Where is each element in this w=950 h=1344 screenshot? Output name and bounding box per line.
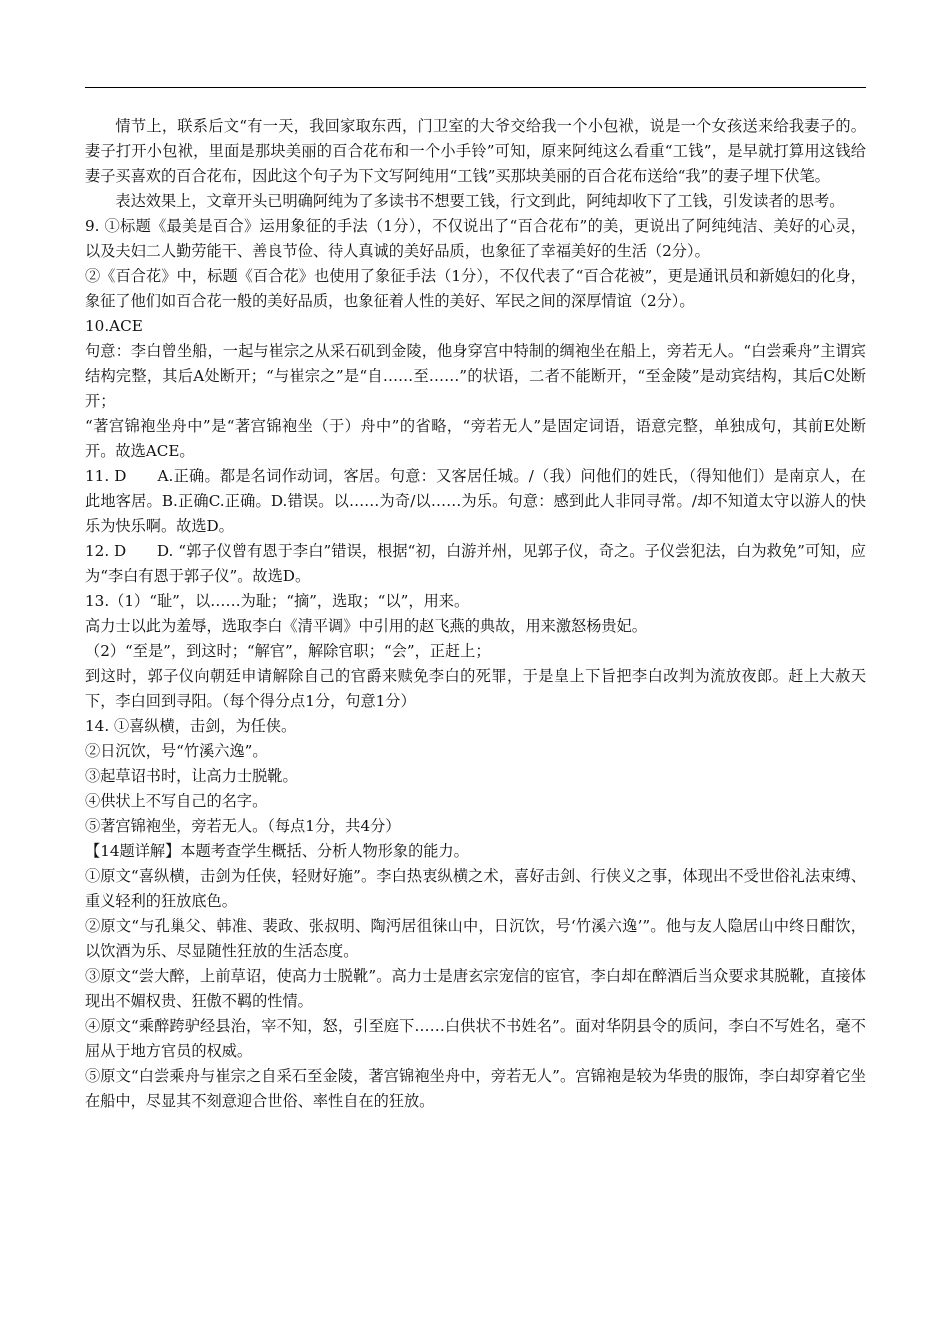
paragraph: ⑤原文“白尝乘舟与崔宗之自采石至金陵，著宫锦袍坐舟中，旁若无人”。宫锦袍是较为华贵的服饰，李白却穿着它坐在船中，尽显其不刻意迎合世俗、率性自在的狂放。 [85,1067,866,1110]
paragraph: 表达效果上，文章开头已明确阿纯为了多读书不想要工钱，行文到此，阿纯却收下了工钱，引发读者的思考。 [115,192,845,210]
paragraph: ④供状上不写自己的名字。 [85,792,268,810]
paragraph: 【14题详解】本题考查学生概括、分析人物形象的能力。 [85,842,469,860]
paragraph: ⑤著宫锦袍坐，旁若无人。（每点1分，共4分） [85,817,401,835]
paragraph: 到这时，郭子仪向朝廷申请解除自己的官爵来赎免李白的死罪，于是皇上下旨把李白改判为流放夜郎。赶上大赦天下，李白回到寻阳。（每个得分点1分，句意1分） [85,667,866,710]
paragraph: 高力士以此为羞辱，选取李白《清平调》中引用的赵飞燕的典故，用来激怒杨贵妃。 [85,617,647,635]
paragraph: 10.ACE [85,317,143,335]
answer-text [85,114,866,1114]
paragraph: ②原文“与孔巢父、韩准、裴政、张叔明、陶沔居徂徕山中，日沉饮，号‘竹溪六逸’”。他与友人隐居山中终日酣饮，以饮酒为乐、尽显随性狂放的生活态度。 [85,917,866,960]
paragraph: ①原文“喜纵横，击剑为任侠，轻财好施”。李白热衷纵横之术，喜好击剑、行侠义之事，体现出不受世俗礼法束缚、重义轻利的狂放底色。 [85,867,866,910]
header-rule [85,87,866,88]
paragraph: ③起草诏书时，让高力士脱靴。 [85,767,298,785]
paragraph: “著宫锦袍坐舟中”是“著宫锦袍坐（于）舟中”的省略，“旁若无人”是固定词语，语意完整，单独成句，其前E处断开。故选ACE。 [85,417,866,460]
paragraph: 句意：李白曾坐船，一起与崔宗之从采石矶到金陵，他身穿宫中特制的绸袍坐在船上，旁若无人。“白尝乘舟”主谓宾结构完整，其后A处断开；“与崔宗之”是“自……至……”的状语，二者不能断开，“至金陵”是动宾结构，其后C处断开； [85,342,866,410]
paragraph: 情节上，联系后文“有一天，我回家取东西，门卫室的大爷交给我一个小包袱，说是一个女孩送来给我妻子的。妻子打开小包袱，里面是那块美丽的百合花布和一个小手铃”可知，原来阿纯这么看重“工钱”，是早就打算用这钱给妻子买喜欢的百合花布，因此这个句子为下文写阿纯用“工钱”买那块美丽的百合花布送给“我”的妻子埋下伏笔。 [85,117,866,185]
paragraph: 9. ①标题《最美是百合》运用象征的手法（1分），不仅说出了“百合花布”的美，更说出了阿纯纯洁、美好的心灵，以及夫妇二人勤劳能干、善良节俭、待人真诚的美好品质，也象征了幸福美好的生活（2分）。 [85,217,866,260]
paragraph: ②日沉饮，号“竹溪六逸”。 [85,742,268,760]
paragraph: 12. D D. “郭子仪曾有恩于李白”错误，根据“初，白游并州，见郭子仪，奇之。子仪尝犯法，白为救免”可知，应为“李白有恩于郭子仪”。故选D。 [85,542,866,585]
paragraph: ②《百合花》中，标题《百合花》也使用了象征手法（1分），不仅代表了“百合花被”，更是通讯员和新媳妇的化身，象征了他们如百合花一般的美好品质，也象征着人性的美好、军民之间的深厚情谊（2分）。 [85,267,866,310]
paragraph: （2）“至是”，到这时；“解官”，解除官职；“会”，正赶上； [85,642,491,660]
paragraph: ④原文“乘醉跨驴经县治，宰不知，怒，引至庭下……白供状不书姓名”。面对华阴县令的质问，李白不写姓名，毫不屈从于地方官员的权威。 [85,1017,866,1060]
paragraph: 13.（1）“耻”，以……为耻；“摘”，选取；“以”，用来。 [85,592,470,610]
paragraph: ③原文“尝大醉，上前草诏，使高力士脱靴”。高力士是唐玄宗宠信的宦官，李白却在醉酒后当众要求其脱靴，直接体现出不媚权贵、狂傲不羁的性情。 [85,967,866,1010]
paragraph: 14. ①喜纵横，击剑，为任侠。 [85,717,297,735]
paragraph: 11. D A.正确。都是名词作动词，客居。句意：又客居任城。/（我）问他们的姓氏，（得知他们）是南京人，在此地客居。B.正确C.正确。D.错误。以……为奇/以……为乐。句意：感到此人非同寻常。/却不知道太守以游人的快乐为快乐啊。故选D。 [85,467,866,535]
